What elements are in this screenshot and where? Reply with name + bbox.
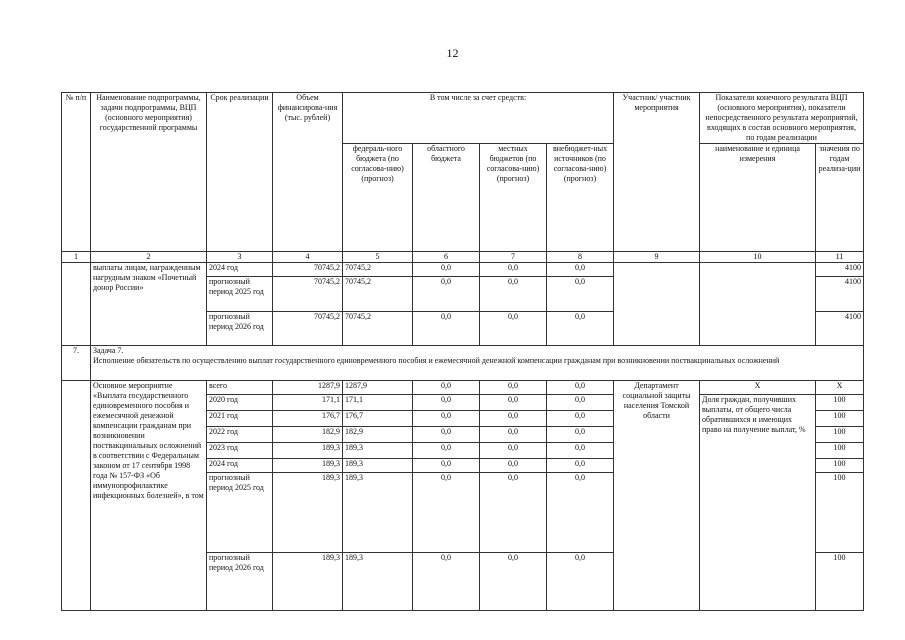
column-number: 8 — [547, 252, 614, 263]
row-extra: 0,0 — [547, 263, 614, 277]
row-value: 4100 — [816, 263, 864, 277]
row-term: прогнозный период 2025 год — [207, 473, 273, 553]
row-local: 0,0 — [480, 381, 547, 395]
row-local: 0,0 — [480, 459, 547, 473]
header-name: Наименование подпрограммы, задачи подпрограммы, ВЦП (основного мероприятия) государственной программы — [91, 93, 207, 252]
row-volume: 1287,9 — [273, 381, 343, 395]
row-name: Основное мероприятие «Выплата государственного единовременного пособия и ежемесячной денежной компенсации гражданам при возникновении поствакцинальных осложнений в соответствии с Федеральным законом от 17 сентября 1998 года № 157-ФЗ «Об иммунопрофилактике инфекционных болезней», в том — [91, 381, 207, 611]
column-number: 3 — [207, 252, 273, 263]
row-federal: 189,3 — [343, 473, 413, 553]
header-extra: внебюджет-ных источников (по согласова-нию) (прогноз) — [547, 144, 614, 252]
row-participant: Департамент социальной защиты населения Томской области — [614, 381, 700, 611]
row-regional: 0,0 — [413, 312, 480, 346]
row-indicator-empty — [700, 263, 816, 346]
row-volume: 189,3 — [273, 473, 343, 553]
task-row — [62, 346, 864, 381]
row-local: 0,0 — [480, 263, 547, 277]
column-number: 5 — [343, 252, 413, 263]
row-local: 0,0 — [480, 427, 547, 443]
row-extra: 0,0 — [547, 459, 614, 473]
column-number: 7 — [480, 252, 547, 263]
row-value: 4100 — [816, 277, 864, 312]
row-term: 2023 год — [207, 443, 273, 459]
column-number: 4 — [273, 252, 343, 263]
table-row — [62, 263, 864, 277]
row-volume: 70745,2 — [273, 312, 343, 346]
row-extra: 0,0 — [547, 395, 614, 411]
row-volume: 70745,2 — [273, 277, 343, 312]
row-term: прогнозный период 2025 год — [207, 277, 273, 312]
row-term: 2021 год — [207, 411, 273, 427]
header-num: № п/п — [62, 93, 91, 252]
row-volume: 189,3 — [273, 443, 343, 459]
row-extra: 0,0 — [547, 443, 614, 459]
row-participant-empty — [614, 263, 700, 346]
header-federal: федераль-ного бюджета (по согласова-нию) (прогноз) — [343, 144, 413, 252]
row-federal: 171,1 — [343, 395, 413, 411]
header-participant: Участник/ участник мероприятия — [614, 93, 700, 252]
row-regional: 0,0 — [413, 381, 480, 395]
row-federal: 189,3 — [343, 459, 413, 473]
row-extra: 0,0 — [547, 473, 614, 553]
row-volume: 189,3 — [273, 459, 343, 473]
row-term: прогнозный период 2026 год — [207, 312, 273, 346]
column-number: 11 — [816, 252, 864, 263]
row-extra: 0,0 — [547, 427, 614, 443]
row-term: прогнозный период 2026 год — [207, 553, 273, 611]
row-volume: 176,7 — [273, 411, 343, 427]
column-number: 1 — [62, 252, 91, 263]
row-local: 0,0 — [480, 395, 547, 411]
row-num-empty — [62, 381, 91, 611]
row-volume: 70745,2 — [273, 263, 343, 277]
header-ind-name: наименование и единица измерения — [700, 144, 816, 252]
header-local: местных бюджетов (по согласова-нию) (прогноз) — [480, 144, 547, 252]
header-group: В том числе за счет средств: — [343, 93, 614, 144]
row-federal: 176,7 — [343, 411, 413, 427]
row-regional: 0,0 — [413, 553, 480, 611]
row-value: Х — [816, 381, 864, 395]
row-local: 0,0 — [480, 473, 547, 553]
table-row — [62, 381, 864, 395]
row-extra: 0,0 — [547, 277, 614, 312]
row-local: 0,0 — [480, 312, 547, 346]
row-federal: 189,3 — [343, 553, 413, 611]
row-term: всего — [207, 381, 273, 395]
row-extra: 0,0 — [547, 312, 614, 346]
row-regional: 0,0 — [413, 459, 480, 473]
header-term: Срок реализации — [207, 93, 273, 252]
column-number: 2 — [91, 252, 207, 263]
indicator-total: Х — [700, 381, 816, 395]
row-extra: 0,0 — [547, 411, 614, 427]
header-indicators: Показатели конечного результата ВЦП (основного мероприятия), показатели непосредственного результата мероприятий, входящих в состав основного мероприятия, по годам реализации — [700, 93, 864, 144]
row-volume: 182,9 — [273, 427, 343, 443]
row-extra: 0,0 — [547, 381, 614, 395]
row-term: 2024 год — [207, 263, 273, 277]
row-regional: 0,0 — [413, 411, 480, 427]
row-regional: 0,0 — [413, 473, 480, 553]
row-federal: 1287,9 — [343, 381, 413, 395]
row-num-empty — [62, 263, 91, 346]
column-number: 9 — [614, 252, 700, 263]
row-federal: 189,3 — [343, 443, 413, 459]
program-table — [61, 92, 864, 611]
task-num: 7. — [62, 346, 91, 381]
row-regional: 0,0 — [413, 263, 480, 277]
header-volume: Объем финансирова-ния (тыс. рублей) — [273, 93, 343, 252]
row-federal: 182,9 — [343, 427, 413, 443]
row-regional: 0,0 — [413, 395, 480, 411]
row-federal: 70745,2 — [343, 277, 413, 312]
row-name: выплаты лицам, награжденным нагрудным знаком «Почетный донор России» — [91, 263, 207, 346]
row-local: 0,0 — [480, 553, 547, 611]
row-value: 100 — [816, 411, 864, 427]
row-value: 100 — [816, 473, 864, 553]
row-value: 100 — [816, 553, 864, 611]
row-value: 4100 — [816, 312, 864, 346]
row-value: 100 — [816, 395, 864, 411]
column-numbers-row — [62, 252, 864, 263]
task-cell — [91, 346, 864, 381]
task-text: Исполнение обязательств по осуществлению выплат государственного единовременного пособия и ежемесячной денежной компенсации гражданам при возникновении поствакцинальных осложнений — [93, 356, 780, 365]
row-regional: 0,0 — [413, 427, 480, 443]
row-term: 2024 год — [207, 459, 273, 473]
row-local: 0,0 — [480, 443, 547, 459]
row-regional: 0,0 — [413, 443, 480, 459]
header-ind-values: значения по годам реализа-ции — [816, 144, 864, 252]
row-federal: 70745,2 — [343, 312, 413, 346]
column-number: 10 — [700, 252, 816, 263]
indicator-name: Доля граждан, получивших выплаты, от общего числа обратившихся и имеющих право на получение выплат, % — [700, 395, 816, 611]
row-term: 2022 год — [207, 427, 273, 443]
row-volume: 171,1 — [273, 395, 343, 411]
row-regional: 0,0 — [413, 277, 480, 312]
row-federal: 70745,2 — [343, 263, 413, 277]
task-title: Задача 7. — [93, 346, 124, 355]
row-extra: 0,0 — [547, 553, 614, 611]
page-number: 12 — [446, 46, 459, 60]
row-value: 100 — [816, 427, 864, 443]
row-term: 2020 год — [207, 395, 273, 411]
row-local: 0,0 — [480, 277, 547, 312]
row-volume: 189,3 — [273, 553, 343, 611]
row-local: 0,0 — [480, 411, 547, 427]
column-number: 6 — [413, 252, 480, 263]
row-value: 100 — [816, 443, 864, 459]
row-value: 100 — [816, 459, 864, 473]
header-regional: областного бюджета — [413, 144, 480, 252]
